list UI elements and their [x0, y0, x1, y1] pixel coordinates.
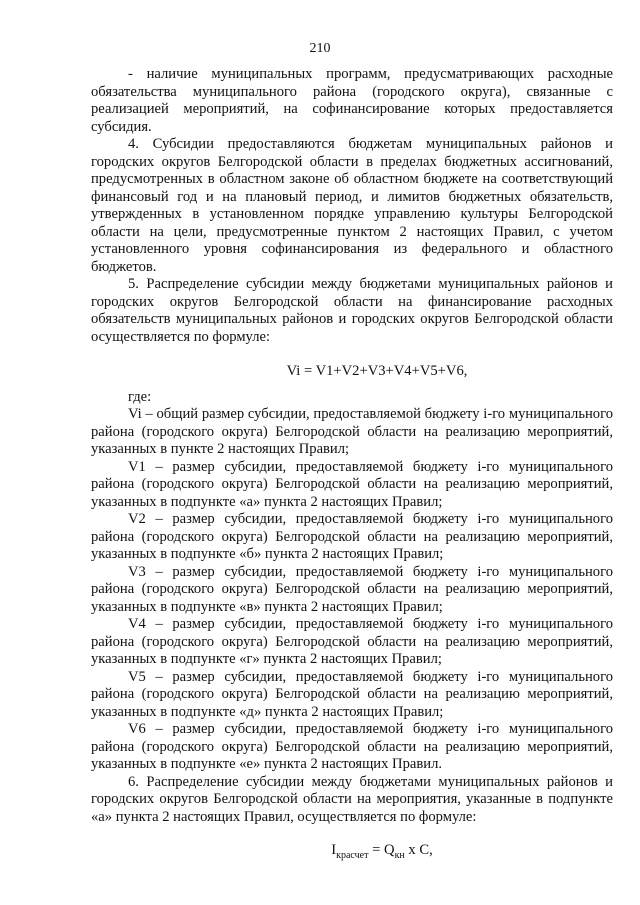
formula-second [91, 842, 613, 864]
paragraph-4: 4. Субсидии предоставляются бюджетам муниципальных районов и городских округов Белгородской области в пределах бюджетных ассигнований, предусмотренных в областном законе об областном бюджете на соответствующий финансовый год и на плановый период, и лимитов бюджетных обязательств, утвержденных в установленном порядке управлению культуры Белгородской области на цели, предусмотренные пунктом 2 настоящих Правил, с учетом установленного уровня софинансирования из федерального и областного бюджетов. [91, 136, 613, 275]
definition-v6: V6 – размер субсидии, предоставляемой бюджету i-го муниципального района (городского округа) Белгородской области на реализацию мероприятий, указанных в подпункте «е» пункта 2 настоящих Правил. [91, 721, 613, 772]
formula-lhs-base: I [331, 842, 337, 858]
definition-vi: Vi – общий размер субсидии, предоставляемой бюджету i-го муниципального района (городского округа) Белгородской области на реализацию мероприятий, указанных в пункте 2 настоящих Правил; [91, 406, 613, 457]
document-body [91, 66, 613, 864]
definition-v5: V5 – размер субсидии, предоставляемой бюджету i-го муниципального района (городского округа) Белгородской области на реализацию мероприятий, указанных в подпункте «д» пункта 2 настоящих Правил; [91, 668, 613, 720]
formula-main: Vi = V1+V2+V3+V4+V5+V6, [286, 363, 468, 379]
formula-equals: = [368, 842, 385, 858]
paragraph-6: 6. Распределение субсидии между бюджетами муниципальных районов и городских округов Белгородской области на мероприятия, указанные в подпункте «а» пункта 2 настоящих Правил, осуществляется по формуле: [91, 773, 613, 825]
paragraph-5: 5. Распределение субсидии между бюджетами муниципальных районов и городских округов Белгородской области на финансирование расходных обязательств муниципальных районов и городских округов Белгородской области осуществляется по формуле: [91, 276, 613, 345]
definition-v3: V3 – размер субсидии, предоставляемой бюджету i-го муниципального района (городского округа) Белгородской области на реализацию мероприятий, указанных в подпункте «в» пункта 2 настоящих Правил; [91, 563, 613, 615]
definition-v4: V4 – размер субсидии, предоставляемой бюджету i-го муниципального района (городского округа) Белгородской области на реализацию мероприятий, указанных в подпункте «г» пункта 2 настоящих Правил; [91, 616, 613, 667]
definition-v1: V1 – размер субсидии, предоставляемой бюджету i-го муниципального района (городского округа) Белгородской области на реализацию мероприятий, указанных в подпункте «а» пункта 2 настоящих Правил; [91, 458, 613, 510]
definition-v2: V2 – размер субсидии, предоставляемой бюджету i-го муниципального района (городского округа) Белгородской области на реализацию мероприятий, указанных в подпункте «б» пункта 2 настоящих Правил; [91, 511, 613, 562]
formula-q-sub: кн [394, 849, 405, 861]
page-number: 210 [309, 41, 331, 56]
formula-q-base: Q [384, 842, 395, 858]
where-label: где: [128, 388, 152, 405]
paragraph-intro-1: - наличие муниципальных программ, предусматривающих расходные обязательства муниципального района (городского округа), связанные с реализацией мероприятий, на софинансирование которых предоставляется субсидия. [91, 66, 613, 135]
formula-rhs: х С, [404, 842, 433, 858]
formula-lhs-sub: красчет [336, 849, 369, 861]
